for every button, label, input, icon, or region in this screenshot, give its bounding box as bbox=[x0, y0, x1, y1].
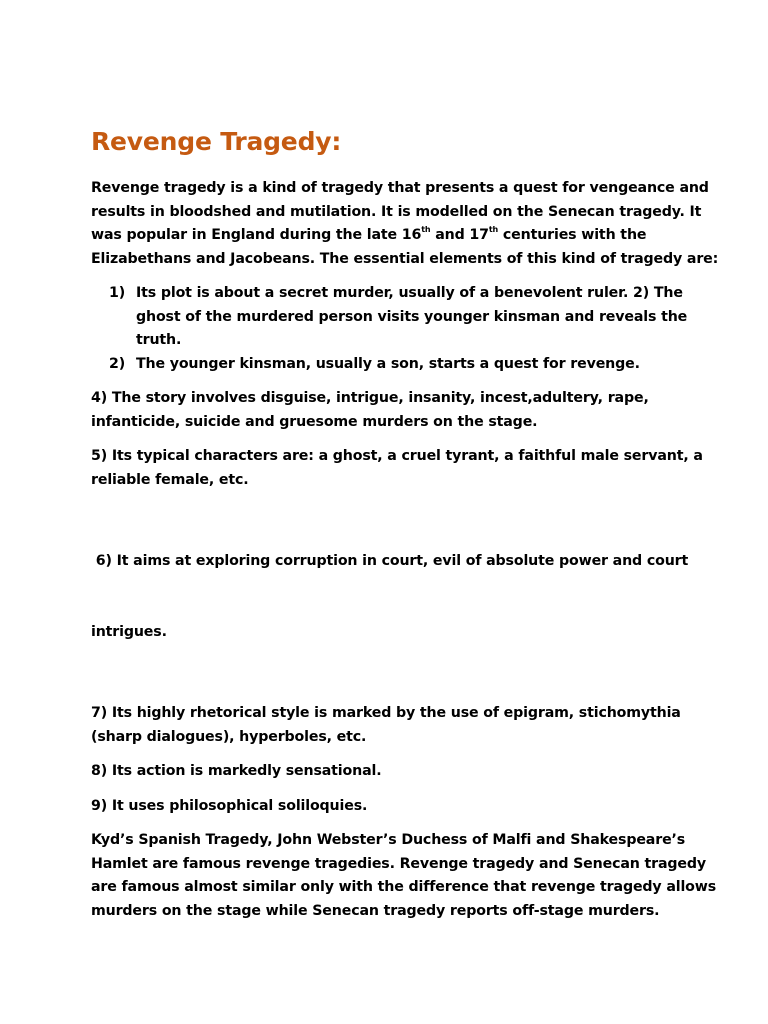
list-number: 2) bbox=[109, 355, 126, 372]
list-number: 1) bbox=[109, 285, 126, 301]
superscript: th bbox=[488, 225, 499, 235]
point-paragraph bbox=[91, 387, 681, 434]
point-line: infanticide, suicide and gruesome murders on the stage. bbox=[91, 413, 538, 430]
conclusion-line: Kyd’s Spanish Tragedy, John Webster’s Duchess of Malfi and Shakespeare’s bbox=[91, 832, 686, 848]
document-page bbox=[91, 124, 719, 934]
point-paragraph bbox=[91, 445, 703, 492]
point-line: reliable female, etc. bbox=[91, 471, 249, 488]
point-line: (sharp dialogues), hyperboles, etc. bbox=[91, 728, 367, 745]
intro-paragraph bbox=[91, 177, 719, 271]
list-line: truth. bbox=[136, 332, 182, 348]
list-item bbox=[91, 282, 688, 353]
intro-line: results in bloodshed and mutilation. It is modelled on the Senecan tragedy. It bbox=[91, 203, 702, 220]
conclusion-paragraph bbox=[91, 829, 717, 923]
intro-text: was popular in England during the late 16 bbox=[91, 227, 422, 243]
intro-line: Elizabethans and Jacobeans. The essential elements of this kind of tragedy are: bbox=[91, 250, 719, 267]
superscript: th bbox=[421, 225, 431, 235]
point-line: 9) It uses philosophical soliloquies. bbox=[91, 797, 368, 814]
point-paragraph bbox=[91, 760, 681, 784]
intro-text: centuries with the bbox=[498, 227, 647, 243]
point-paragraph bbox=[91, 702, 681, 749]
conclusion-line: are famous almost similar only with the difference that revenge tragedy allows bbox=[91, 879, 717, 895]
point-line: 7) Its highly rhetorical style is marked by the use of epigram, stichomythia bbox=[91, 705, 681, 721]
point-paragraph bbox=[91, 795, 681, 819]
elements-list bbox=[91, 282, 688, 376]
list-item bbox=[91, 353, 681, 377]
list-line: Its plot is about a secret murder, usually of a benevolent ruler. 2) The bbox=[136, 285, 683, 301]
point-line: 5) Its typical characters are: a ghost, a cruel tyrant, a faithful male servant, a bbox=[91, 448, 703, 464]
page-title: Revenge Tragedy: bbox=[91, 127, 342, 156]
point-line: 8) Its action is markedly sensational. bbox=[91, 763, 382, 779]
point-paragraph bbox=[91, 503, 689, 691]
conclusion-line: Hamlet are famous revenge tragedies. Revenge tragedy and Senecan tragedy bbox=[91, 855, 706, 872]
conclusion-line: murders on the stage while Senecan tragedy reports off-stage murders. bbox=[91, 902, 660, 919]
point-line: 4) The story involves disguise, intrigue, insanity, incest,adultery, rape, bbox=[91, 390, 649, 406]
point-line: 6) It aims at exploring corruption in court, evil of absolute power and court bbox=[91, 553, 689, 569]
intro-text: and 17 bbox=[430, 227, 489, 243]
point-line: intrigues. bbox=[91, 623, 167, 640]
list-line: The younger kinsman, usually a son, starts a quest for revenge. bbox=[136, 355, 640, 372]
list-line: ghost of the murdered person visits younger kinsman and reveals the bbox=[136, 308, 688, 325]
intro-line bbox=[91, 224, 681, 248]
intro-line: Revenge tragedy is a kind of tragedy that presents a quest for vengeance and bbox=[91, 180, 709, 196]
